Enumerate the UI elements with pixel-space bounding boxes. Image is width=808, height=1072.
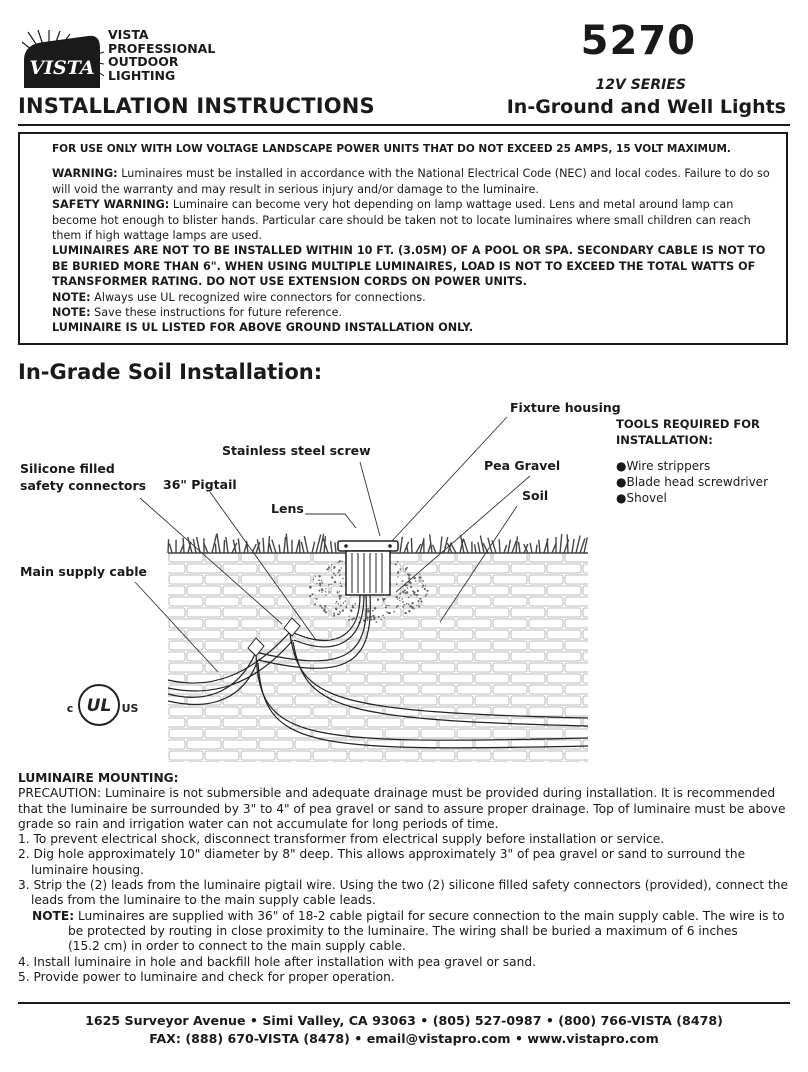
footer-contact: FAX: (888) 670-VISTA (8478) • email@vistapro.com • www.vistapro.com xyxy=(149,1031,659,1046)
safety-warning-paragraph xyxy=(52,197,776,243)
warning-box xyxy=(18,132,788,345)
mounting-title: LUMINAIRE MOUNTING: xyxy=(18,771,179,785)
installation-instructions-title: INSTALLATION INSTRUCTIONS xyxy=(18,94,375,118)
safety-warning-label: SAFETY WARNING: xyxy=(52,198,170,212)
series-label: 12V SERIES xyxy=(595,77,686,93)
ul-listed-mark xyxy=(67,685,139,725)
tools-title-line: TOOLS REQUIRED FOR xyxy=(616,417,760,431)
voltage-warning: FOR USE ONLY WITH LOW VOLTAGE LANDSCAPE POWER UNITS THAT DO NOT EXCEED 25 AMPS, 15 VOLT MAXIMUM. xyxy=(52,143,731,155)
note-label: NOTE: xyxy=(52,306,91,320)
tools-required xyxy=(616,416,768,506)
mounting-step: 3. Strip the (2) leads from the luminaire pigtail wire. Using the two (2) silicone filled safety connectors (provided), connect the leads from the luminaire to the main supply cable leads. xyxy=(18,878,788,908)
safety-warning-text: Luminaire can become very hot depending on lamp wattage used. Lens and metal around lamp can become hot enough to blister hands. Particular care should be taken not to locate luminaires where small children can reach them if high wattage lamps are used. xyxy=(52,198,751,243)
ul-listing: LUMINAIRE IS UL LISTED FOR ABOVE GROUND INSTALLATION ONLY. xyxy=(52,321,474,335)
mounting-note-text: Luminaires are supplied with 36" of 18-2 cable pigtail for secure connection to the main supply cable. The wire is to be protected by routing in close proximity to the luminaire. The wiring shall be buried a maximum of 6 inches xyxy=(68,908,785,938)
mounting-step: 2. Dig hole approximately 10" diameter by 8" deep. This allows approximately 3" of pea gravel or sand to surround the luminaire housing. xyxy=(18,847,746,877)
note-text: Save these instructions for future reference. xyxy=(90,306,343,320)
model-number: 5270 xyxy=(580,18,696,64)
tools-title xyxy=(616,416,768,448)
pool-warning: LUMINAIRES ARE NOT TO BE INSTALLED WITHIN 10 FT. (3.05M) OF A POOL OR SPA. SECONDARY CABLE IS NOT TO BE BURIED MORE THAN 6". WHEN USING MULTIPLE LUMINAIRES, LOAD IS NOT TO EXCEED THE TOTAL WATTS OF TRANSFORMER RATING. DO NOT USE EXTENSION CORDS ON POWER UNITS. xyxy=(52,244,766,289)
brand-line: OUTDOOR xyxy=(108,54,179,69)
product-title: In-Ground and Well Lights xyxy=(506,96,786,118)
ul-mark-c: c xyxy=(66,702,74,715)
logo-wordmark: VISTA xyxy=(29,57,95,79)
brand-line: VISTA xyxy=(108,27,149,42)
mounting-step: 5. Provide power to luminaire and check for proper operation. xyxy=(18,969,395,984)
footer-rule xyxy=(18,1002,790,1004)
brand-line: PROFESSIONAL xyxy=(108,40,216,56)
fixture-housing xyxy=(338,541,398,595)
label-line: Silicone filled xyxy=(20,461,115,476)
ul-mark-ul: UL xyxy=(86,696,112,716)
mounting-step: 1. To prevent electrical shock, disconnect transformer from electrical supply before installation or service. xyxy=(18,832,665,847)
vista-logo xyxy=(22,30,104,92)
diagram-title: In-Grade Soil Installation: xyxy=(18,360,323,384)
luminaire-mounting xyxy=(18,771,790,985)
footer-address: 1625 Surveyor Avenue • Simi Valley, CA 93063 • (805) 527-0987 • (800) 766-VISTA (8478) xyxy=(85,1013,723,1028)
note-label: NOTE: xyxy=(52,290,91,304)
warning-text: Luminaires must be installed in accordance with the National Electrical Code (NEC) and local codes. Failure to do so will void the warranty and may result in serious injury and/or damage to the luminaire. xyxy=(52,167,770,196)
note-text: Always use UL recognized wire connectors for connections. xyxy=(90,290,426,304)
mounting-step: 4. Install luminaire in hole and backfill hole after installation with pea gravel or sand. xyxy=(18,954,536,969)
tools-title-line: INSTALLATION: xyxy=(616,433,713,447)
mounting-note xyxy=(18,909,790,940)
tool-item: ●Wire strippers xyxy=(616,459,711,473)
label-main-supply-cable: Main supply cable xyxy=(20,564,147,579)
brand-name xyxy=(108,28,215,82)
ul-mark-us: US xyxy=(121,702,139,715)
label-stainless-screw: Stainless steel screw xyxy=(222,443,371,458)
label-fixture-housing: Fixture housing xyxy=(510,400,621,415)
note-2 xyxy=(52,305,776,320)
mounting-note-label: NOTE: xyxy=(32,908,75,923)
tool-item: ●Shovel xyxy=(616,491,667,505)
label-line: safety connectors xyxy=(20,478,147,493)
brand-line: LIGHTING xyxy=(108,67,176,83)
note-1 xyxy=(52,290,776,305)
mounting-precaution: PRECAUTION: Luminaire is not submersible and adequate drainage must be provided during installation. It is recommended that the luminaire be surrounded by 3" to 4" of pea gravel or sand to assure proper drainage. Top of luminaire must be above grade so rain and irrigation water can not accumulate for long periods of time. xyxy=(18,786,786,831)
label-soil: Soil xyxy=(522,488,549,503)
label-pea-gravel: Pea Gravel xyxy=(484,458,561,473)
label-silicone-connectors xyxy=(20,460,146,494)
tool-item: ●Blade head screwdriver xyxy=(616,475,768,489)
mounting-note-continued: (15.2 cm) in order to connect to the main supply cable. xyxy=(68,939,406,954)
label-lens: Lens xyxy=(271,501,304,516)
warning-paragraph xyxy=(52,166,776,197)
warning-label: WARNING: xyxy=(52,167,118,181)
label-pigtail: 36" Pigtail xyxy=(163,477,237,492)
header-rule xyxy=(18,124,790,126)
